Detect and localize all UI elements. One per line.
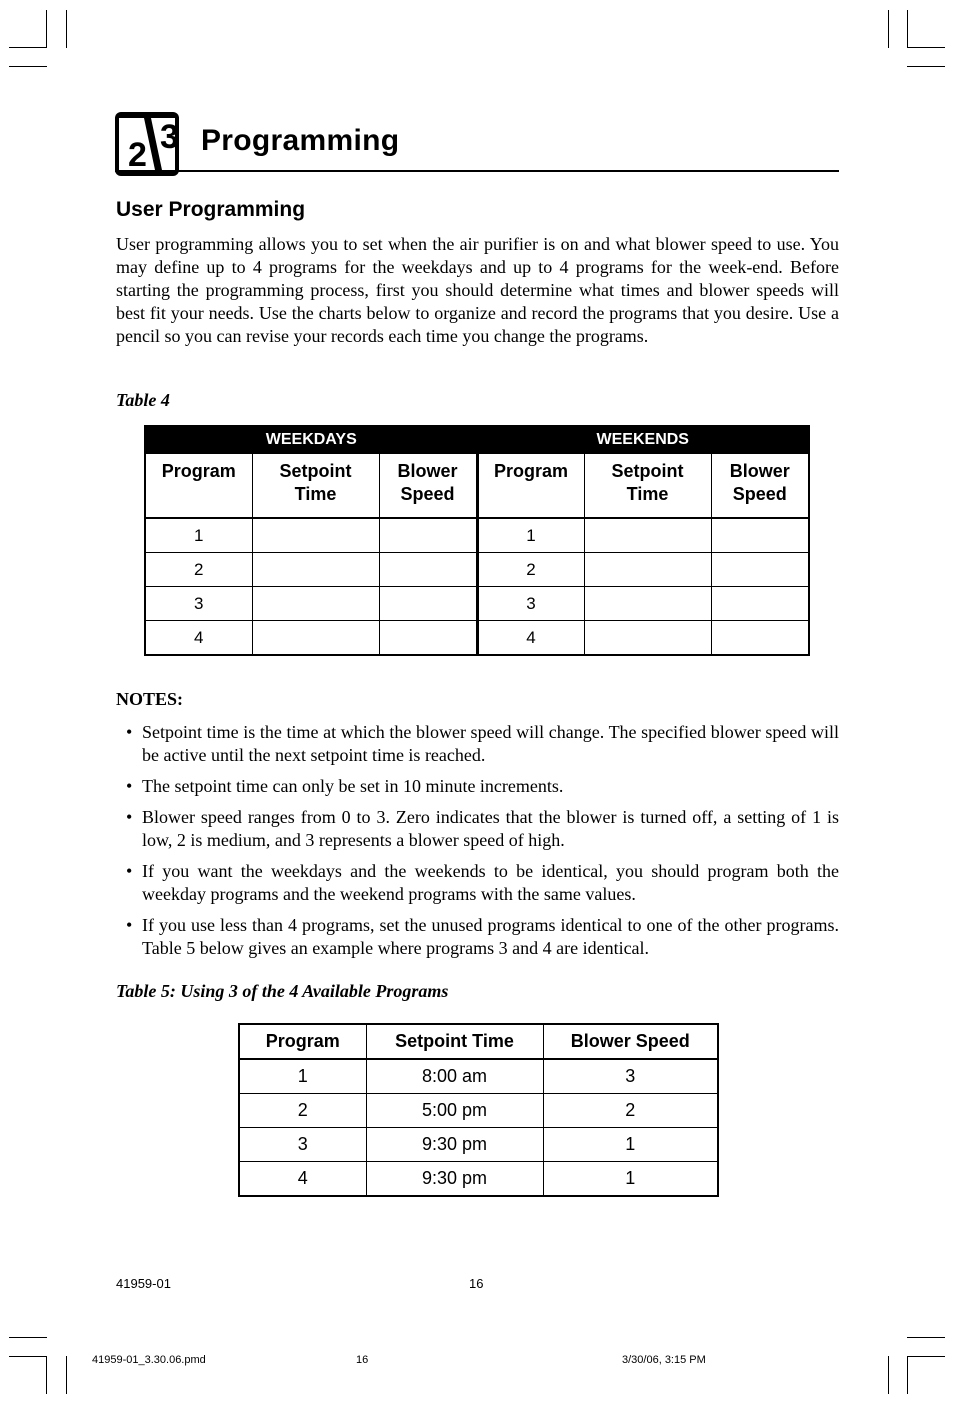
table-cell: 2 [543,1094,718,1128]
weekdays-header: WEEKDAYS [145,426,477,454]
table-row [239,1094,718,1128]
crop-mark [9,47,47,48]
blower-speed-cell [711,587,809,621]
table-cell: 1 [543,1162,718,1197]
list-item: • If you want the weekdays and the weekends to be identical, you should program both the weekday programs and the weekend programs with the same values. [126,861,839,904]
logo-digit-2: 2 [128,136,147,174]
table-row [145,587,809,621]
blower-speed-cell [711,621,809,656]
table-cell: 5:00 pm [366,1094,543,1128]
program-record-table [144,425,810,656]
blower-speed-cell [379,621,477,656]
table-row [239,1128,718,1162]
doc-number: 41959-01 [116,1276,171,1291]
intro-paragraph: User programming allows you to set when the air purifier is on and what blower speed to use. You may define up to 4 programs for the weekdays and up to 4 programs for the week-end. Before starting the programming process, first you should determine what times and blower speeds will best fit your needs. Use the charts below to organize and record the programs that you desire. Use a pencil so you can revise your records each time you change the programs. [116,234,839,346]
program-number: 3 [477,587,584,621]
example-programs-table [238,1023,719,1197]
setpoint-time-cell [584,621,711,656]
column-header: Program [145,454,252,519]
page-number: 16 [469,1276,484,1291]
crop-mark [46,10,47,48]
crop-mark [9,1356,47,1357]
blower-speed-cell [711,553,809,587]
crop-mark [888,10,889,48]
table-row [145,518,809,553]
setpoint-time-cell [252,587,379,621]
crop-mark [9,1337,47,1338]
table-cell: 9:30 pm [366,1162,543,1197]
table-cell: 8:00 am [366,1059,543,1094]
table-cell: 2 [239,1094,366,1128]
column-header: Blower Speed [379,454,477,519]
column-header: Program [239,1024,366,1059]
section-title: User Programming [116,198,306,221]
blower-speed-cell [379,518,477,553]
crop-mark [46,1356,47,1394]
list-item: • If you use less than 4 programs, set the unused programs identical to one of the other programs. Table 5 below gives an example where programs 3 and 4 are identical. [126,915,839,958]
list-item: • The setpoint time can only be set in 10 minute increments. [126,776,564,796]
blower-speed-cell [379,553,477,587]
table-row [239,1162,718,1197]
setpoint-time-cell [252,553,379,587]
crop-mark [907,1337,945,1338]
crop-mark [9,66,47,67]
slug-filename: 41959-01_3.30.06.pmd [92,1354,206,1366]
setpoint-time-cell [584,553,711,587]
crop-mark [907,10,908,48]
table-cell: 4 [239,1162,366,1197]
program-number: 1 [477,518,584,553]
weekends-header: WEEKENDS [477,426,809,454]
blower-speed-cell [379,587,477,621]
crop-mark [66,10,67,48]
program-number: 4 [477,621,584,656]
step-logo-icon [115,112,179,176]
column-header: Program [477,454,584,519]
table-row [145,553,809,587]
program-number: 4 [145,621,252,656]
setpoint-time-cell [584,587,711,621]
table5-caption: Table 5: Using 3 of the 4 Available Programs [116,981,449,1001]
page-title: Programming [201,124,400,157]
list-item: • Setpoint time is the time at which the blower speed will change. The specified blower speed will be active until the next setpoint time is reached. [126,722,839,765]
table-cell: 1 [543,1128,718,1162]
list-item: • Blower speed ranges from 0 to 3. Zero indicates that the blower is turned off, a setting of 1 is low, 2 is medium, and 3 represents a blower speed of high. [126,807,839,850]
column-header: Setpoint Time [366,1024,543,1059]
notes-list [116,721,839,968]
setpoint-time-cell [584,518,711,553]
chapter-header [115,112,839,172]
table-cell: 3 [239,1128,366,1162]
setpoint-time-cell [252,621,379,656]
program-number: 2 [477,553,584,587]
table-cell: 3 [543,1059,718,1094]
slug-page: 16 [356,1354,369,1366]
program-number: 1 [145,518,252,553]
column-header: Setpoint Time [252,454,379,519]
notes-title: NOTES: [116,689,184,709]
setpoint-time-cell [252,518,379,553]
column-header: Blower Speed [543,1024,718,1059]
crop-mark [907,47,945,48]
column-header: Setpoint Time [584,454,711,519]
program-number: 3 [145,587,252,621]
table-row [145,621,809,656]
crop-mark [907,1356,945,1357]
crop-mark [907,66,945,67]
crop-mark [888,1356,889,1394]
table4-caption: Table 4 [116,390,170,410]
table-cell: 9:30 pm [366,1128,543,1162]
crop-mark [66,1356,67,1394]
logo-digit-3: 3 [160,118,179,156]
table-cell: 1 [239,1059,366,1094]
table-row [239,1059,718,1094]
slug-timestamp: 3/30/06, 3:15 PM [622,1354,706,1366]
column-header: Blower Speed [711,454,809,519]
crop-mark [907,1356,908,1394]
blower-speed-cell [711,518,809,553]
program-number: 2 [145,553,252,587]
